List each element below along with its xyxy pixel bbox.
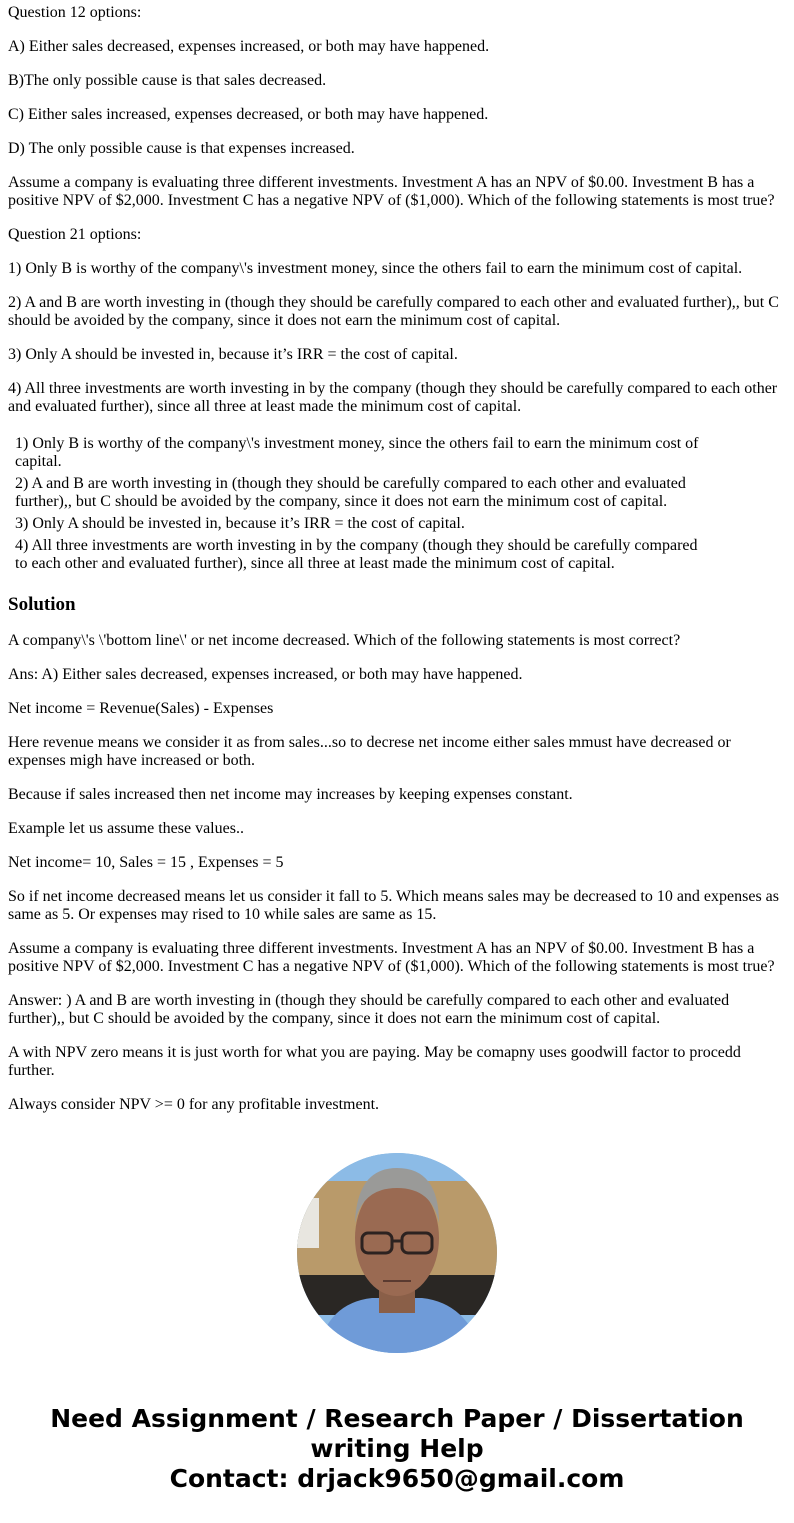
options-table [8,432,713,576]
table-cell: 4) All three investments are worth investing in by the company (though they should be carefully compared to each other and evaluated further), since all three at least made the minimum cost of capital. [15,537,698,572]
footer-banner [0,1404,794,1494]
table-cell: 2) A and B are worth investing in (though they should be carefully compared to each other and evaluated further),, but C should be avoided by the company, since it does not earn the minimum cost of capital. [15,475,686,510]
solution-paragraph: Answer: ) A and B are worth investing in (though they should be carefully compared to each other and evaluated further),, but C should be avoided by the company, since it does not earn the minimum cost of capital. [8,992,730,1027]
solution-paragraph: A company\'s \'bottom line\' or net income decreased. Which of the following statements is most correct? [8,632,681,649]
table-row [10,514,711,534]
q21-option: 1) Only B is worthy of the company\'s investment money, since the others fail to earn the minimum cost of capital. [8,260,743,277]
solution-paragraph: Ans: A) Either sales decreased, expenses increased, or both may have happened. [8,666,523,683]
footer-contact: Contact: drjack9650@gmail.com [169,1464,625,1493]
q21-option: 4) All three investments are worth investing in by the company (though they should be carefully compared to each other and evaluated further), since all three at least made the minimum cost of capital. [8,380,778,415]
table-cell: 3) Only A should be invested in, because it’s IRR = the cost of capital. [15,515,465,532]
solution-paragraph: Example let us assume these values.. [8,820,244,837]
table-row [10,434,711,472]
q12-option: B)The only possible cause is that sales decreased. [8,72,327,89]
solution-heading: Solution [8,594,76,615]
document-content [8,0,786,1130]
solution-paragraph: Because if sales increased then net income may increases by keeping expenses constant. [8,786,573,803]
solution-paragraph: A with NPV zero means it is just worth for what you are paying. May be comapny uses goodwill factor to procedd further. [8,1044,741,1079]
solution-paragraph: Net income= 10, Sales = 15 , Expenses = 5 [8,854,284,871]
q12-label: Question 12 options: [8,4,142,21]
table-row [10,474,711,512]
q12-option: D) The only possible cause is that expenses increased. [8,140,355,157]
q21-option: 3) Only A should be invested in, because it’s IRR = the cost of capital. [8,346,458,363]
table-cell: 1) Only B is worthy of the company\'s investment money, since the others fail to earn the minimum cost of capital. [15,435,699,470]
solution-paragraph: So if net income decreased means let us consider it fall to 5. Which means sales may be decreased to 10 and expenses as same as 5. Or expenses may rised to 10 while sales are same as 15. [8,888,780,923]
table-row [10,536,711,574]
author-avatar [297,1153,497,1353]
footer-help-text: Need Assignment / Research Paper / Dissertation writing Help [50,1404,744,1463]
solution-paragraph: Here revenue means we consider it as from sales...so to decrese net income either sales mmust have decreased or expenses migh have increased or both. [8,734,731,769]
q21-text: Assume a company is evaluating three different investments. Investment A has an NPV of $0.00. Investment B has a positive NPV of $2,000. Investment C has a negative NPV of ($1,000). Which of the following statements is most true? [8,174,775,209]
q21-option: 2) A and B are worth investing in (though they should be carefully compared to each other and evaluated further),, but C should be avoided by the company, since it does not earn the minimum cost of capital. [8,294,779,329]
portrait-image [297,1153,497,1353]
solution-paragraph: Always consider NPV >= 0 for any profitable investment. [8,1096,380,1113]
q12-option: C) Either sales increased, expenses decreased, or both may have happened. [8,106,489,123]
solution-paragraph: Net income = Revenue(Sales) - Expenses [8,700,274,717]
q12-option: A) Either sales decreased, expenses increased, or both may have happened. [8,38,490,55]
q21-label: Question 21 options: [8,226,142,243]
solution-paragraph: Assume a company is evaluating three different investments. Investment A has an NPV of $0.00. Investment B has a positive NPV of $2,000. Investment C has a negative NPV of ($1,000). Which of the following statements is most true? [8,940,775,975]
